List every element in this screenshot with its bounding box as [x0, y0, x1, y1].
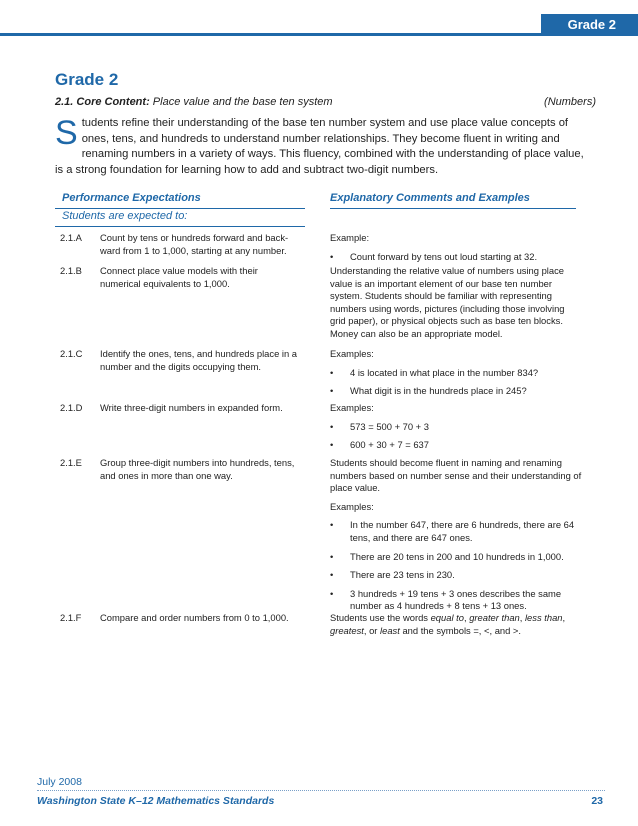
row-expectation: Identify the ones, tens, and hundreds place in a number and the digits occupying them. — [100, 348, 298, 372]
list-item: • Count forward by tens out loud starting at 32. — [330, 251, 582, 264]
row-code: 2.1.E — [60, 457, 82, 468]
list-item: • 3 hundreds + 19 tens + 3 ones describes the same number as 4 hundreds + 8 tens + 13 ones. — [330, 588, 582, 613]
comment-intro: Understanding the relative value of numbers using place value is an important element of our base ten number system. Students should be familiar with representing numbers using words, pictures (including those involving grid paper), or physical objects such as base ten blocks. Money can also be an appropriate model. — [330, 265, 565, 339]
drop-cap: S — [55, 114, 78, 152]
comment-examples-label: Examples: — [330, 500, 374, 512]
comment-rich-text — [330, 612, 582, 637]
comment-intro: Examples: — [330, 348, 374, 359]
rich-run: , or — [363, 624, 381, 636]
footer-title: Washington State K–12 Mathematics Standards — [37, 795, 275, 807]
core-content-category: (Numbers) — [544, 96, 596, 108]
list-item: • There are 20 tens in 200 and 10 hundreds in 1,000. — [330, 551, 582, 564]
page-number: 23 — [591, 795, 603, 807]
table-row — [55, 457, 585, 612]
list-item: • In the number 647, there are 6 hundreds, there are 64 tens, and there are 647 ones. — [330, 519, 582, 544]
row-comments — [330, 612, 582, 643]
core-content-line — [55, 96, 596, 108]
comment-intro: Example: — [330, 232, 370, 243]
row-comments — [330, 402, 582, 458]
core-content-text: Place value and the base ten system — [152, 96, 333, 108]
page-title: Grade 2 — [55, 70, 119, 89]
performance-expectations-heading: Performance Expectations — [55, 192, 305, 209]
rich-run: , — [519, 612, 525, 623]
rich-run-italic: less than — [524, 612, 563, 623]
list-item: • 600 + 30 + 7 = 637 — [330, 439, 582, 452]
footer-date: July 2008 — [37, 776, 82, 788]
explanatory-comments-heading: Explanatory Comments and Examples — [330, 192, 576, 209]
core-content-label: 2.1. Core Content: — [55, 96, 150, 108]
row-expectation: Write three-digit numbers in expanded form. — [100, 402, 283, 413]
comment-intro: Examples: — [330, 402, 374, 413]
table-row — [55, 612, 585, 642]
footer-divider — [37, 790, 605, 791]
table-row — [55, 232, 585, 265]
rich-run: , — [463, 612, 470, 623]
list-item: • 4 is located in what place in the number 834? — [330, 367, 582, 380]
list-item: • There are 23 tens in 230. — [330, 569, 582, 582]
comment-intro: Students should become fluent in naming and renaming numbers based on number sense and their understanding of place value. — [330, 457, 582, 494]
row-comments — [330, 265, 582, 347]
table-row — [55, 402, 585, 457]
list-item: • 573 = 500 + 70 + 3 — [330, 421, 582, 434]
intro-text: tudents refine their understanding of the base ten number system and use place value concepts of ones, tens, and hundreds to understand number relationships. They become fluent in writing and renaming numbers in a variety of ways. This fluency, combined with the understanding of place value, is a strong foundation for learning how to add and subtract two-digit numbers. — [55, 117, 584, 176]
row-code: 2.1.B — [60, 265, 82, 276]
row-expectation: Group three-digit numbers into hundreds, tens, and ones in more than one way. — [100, 457, 295, 481]
row-comments — [330, 348, 582, 404]
table-row — [55, 265, 585, 348]
row-code: 2.1.D — [60, 402, 83, 413]
rich-run-italic: greater than — [469, 612, 520, 623]
row-code: 2.1.F — [60, 612, 82, 623]
row-code: 2.1.A — [60, 232, 82, 243]
list-item: • What digit is in the hundreds place in 245? — [330, 385, 582, 398]
rich-run-italic: equal to — [430, 612, 464, 623]
grade-tab: Grade 2 — [541, 14, 638, 34]
rich-run-italic: least — [380, 624, 400, 636]
standards-table — [55, 232, 585, 642]
row-expectation: Count by tens or hundreds forward and back-ward from 1 to 1,000, starting at any number. — [100, 232, 289, 256]
rich-run: , — [562, 612, 566, 623]
row-expectation: Compare and order numbers from 0 to 1,000. — [100, 612, 289, 623]
row-expectation: Connect place value models with their numerical equivalents to 1,000. — [100, 265, 258, 289]
row-comments — [330, 232, 582, 269]
table-row — [55, 348, 585, 402]
rich-run: and the symbols =, <, and >. — [399, 624, 522, 636]
row-comments — [330, 457, 582, 619]
intro-paragraph — [55, 116, 585, 178]
rich-run: Students use the words — [330, 612, 431, 623]
rich-run-italic: greatest — [330, 624, 364, 636]
row-code: 2.1.C — [60, 348, 83, 359]
students-expected-subheading: Students are expected to: — [55, 210, 305, 227]
